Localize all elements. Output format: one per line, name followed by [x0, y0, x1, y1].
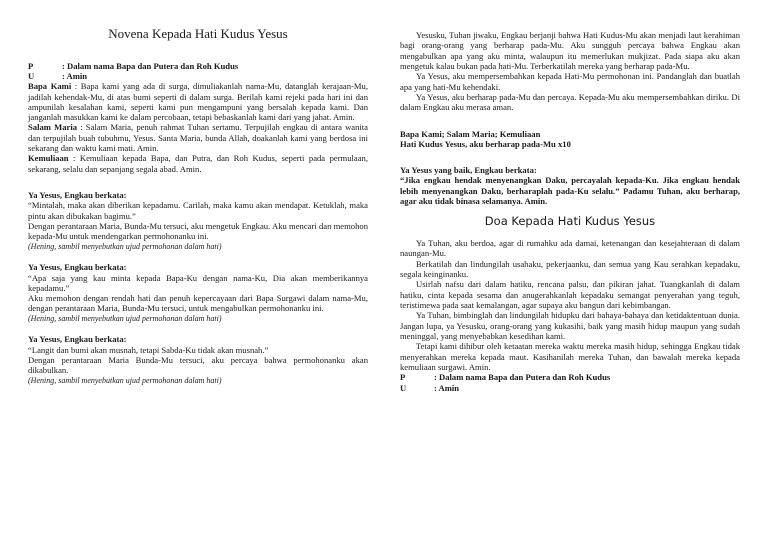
saying-block-3 [28, 334, 368, 385]
right-column [400, 30, 740, 393]
doa-paragraph: Berkatilah dan lindungilah usahaku, pekerjaanku, dan semua yang Kau serahkan kepadaku, segala keinginanku. [400, 258, 740, 280]
closing-people-line: U : Amin [400, 382, 460, 393]
opening-people-line: U : Amin [28, 70, 88, 81]
saying-quote: “Langit dan bumi akan musnah, tetapi Sabda-Ku tidak akan musnah.” [28, 344, 269, 355]
doa-title: Doa Kepada Hati Kudus Yesus [484, 214, 656, 229]
saying-quote: “Mintalah, maka akan diberikan kepadamu. Carilah, maka kamu akan mendapat. Ketuklah, maka pintu akan dibukakan bagimu.” [28, 200, 368, 221]
doa-paragraph: Ya Tuhan, bimbinglah dan lindungilah hidupku dari bahaya-bahaya dan ketidaktentuan dunia. Jangan lupa, ya Yesusku, orang-orang yang kukasihi, baik yang masih hidup maupun yang sudah meninggal, yang menyebabkan kesedihan kami. [400, 310, 740, 341]
saying-heading: Ya Yesus, Engkau berkata: [28, 334, 127, 345]
final-quote: “Jika engkau hendak menyenangkan Daku, percayalah kepada-Ku. Jika engkau hendak lebih menyenangkan Daku, berharaplah pada-Ku selalu.” Padamu Tuhan, aku berharap, agar aku tidak binasa selamanya. Amin. [400, 175, 740, 207]
saying-heading: Ya Yesus, Engkau berkata: [28, 262, 127, 273]
saying-response: Dengan perantaraan Maria, Bunda-Mu tersuci, aku mengetuk Engkau. Aku mencari dan memohon kepada-Mu untuk mendengarkan permohonanku ini. [28, 220, 368, 242]
opening-priest-line: P : Dalam nama Bapa dan Putera dan Roh Kudus [28, 60, 239, 71]
saying-block-2 [28, 262, 368, 323]
closing-priest-line: P : Dalam nama Bapa dan Putera dan Roh Kudus [400, 372, 611, 383]
repeat-ejaculation-line: Hati Kudus Yesus, aku berharap pada-Mu x10 [400, 138, 571, 149]
left-column [28, 0, 368, 385]
doa-paragraph: Usirlah nafsu dari dalam hatiku, rencana palsu, dan pikiran jahat. Tuangkanlah di dalam hatiku, cinta kepada sesama dan anugerahkanlah kepadaku semangat penyerahan yang teguh, teristimewa pada saat kemalangan, agar supaya aku bangun dari kebimbangan. [400, 279, 740, 311]
doa-paragraph: Ya Tuhan, aku berdoa, agar di rumahku ada damai, ketenangan dan kesejahteraan di dalam naungan-Mu. [400, 238, 740, 259]
repeat-prayers-line: Bapa Kami; Salam Maria; Kemuliaan [400, 128, 541, 139]
intro-paragraph: Ya Yesus, aku berharap pada-Mu dan percaya. Kepada-Mu aku mempersembahkan diriku. Di dalam Engkau aku merasa aman. [400, 91, 740, 113]
saying-response: Dengan perantaraan Maria Bunda-Mu tersuci, aku percaya bahwa permohonanku akan dikabulkan. [28, 354, 368, 376]
prayer-salam-maria: Salam Maria : Salam Maria, penuh rahmat Tuhan sertamu. Terpujilah engkau di antara wanita dan terpujilah buah tubuhmu, Yesus. Santa Maria, bunda Allah, doakanlah kami yang berdosa ini sekarang dan waktu kami mati. Amin. [28, 122, 368, 154]
novena-title: Novena Kepada Hati Kudus Yesus [108, 26, 288, 41]
saying-note: (Hening, sambil menyebutkan ujud permohonan dalam hati) [28, 375, 222, 385]
saying-note: (Hening, sambil menyebutkan ujud permohonan dalam hati) [28, 241, 222, 251]
saying-note: (Hening, sambil menyebutkan ujud permohonan dalam hati) [28, 313, 222, 323]
prayer-kemuliaan: Kemuliaan : Kemuliaan kepada Bapa, dan Putra, dan Roh Kudus, seperti pada permulaan, sekarang, selalu dan sepanjang segala abad. Amin. [28, 153, 368, 174]
saying-heading: Ya Yesus, Engkau berkata: [28, 190, 127, 201]
final-heading: Ya Yesus yang baik, Engkau berkata: [400, 165, 537, 176]
saying-quote: “Apa saja yang kau minta kepada Bapa-Ku dengan nama-Ku, Dia akan memberikannya kepadamu.” [28, 272, 368, 293]
doa-paragraph: Tetapi kami dihibur oleh ketaatan mereka waktu mereka masih hidup, sehingga Engkau tidak menyerahkan mereka kepada maut. Kasihanilah mereka Tuhan, dan bawalah mereka kepada kemuliaan surgawi. Amin. [400, 341, 740, 372]
saying-response: Aku memohon dengan rendah hati dan penuh kepercayaan dari Bapa Surgawi dalam nama-Mu, dengan perantaraan Maria, Bunda-Mu tersuci, untuk mengabulkan permohonanku ini. [28, 293, 368, 314]
intro-paragraph: Ya Yesus, aku mempersembahkan kepada Hati-Mu permohonan ini. Pandanglah dan buatlah apa yang hati-Mu kehendaki. [400, 71, 740, 92]
prayer-bapa-kami: Bapa Kami : Bapa kami yang ada di surga, dimuliakanlah nama-Mu, datanglah kerajaan-Mu, jadilah kehendak-Mu, di atas bumi seperti di dalam surga. Berilah kami rejeki pada hari ini dan ampunilah kesalahan kami, seperti kami pun mengampuni yang bersalah kepada kami. Dan janganlah masukkan kami ke dalam percobaan, tetapi bebaskanlah kami dari yang jahat. Amin. [28, 81, 368, 123]
saying-block-1 [28, 190, 368, 251]
intro-paragraph: Yesusku, Tuhan jiwaku, Engkau berjanji bahwa Hati Kudus-Mu akan menjadi laut kerahiman bagi orang-orang yang berharap pada-Mu. Aku sungguh percaya bahwa Engkau akan mengabulkan apa yang aku minta, walaupun itu memerlukan mukjizat. Pada siapa aku akan mengetuk kalau bukan pada hati-Mu. Terberkatilah mereka yang berharap pada-Mu. [400, 30, 740, 71]
